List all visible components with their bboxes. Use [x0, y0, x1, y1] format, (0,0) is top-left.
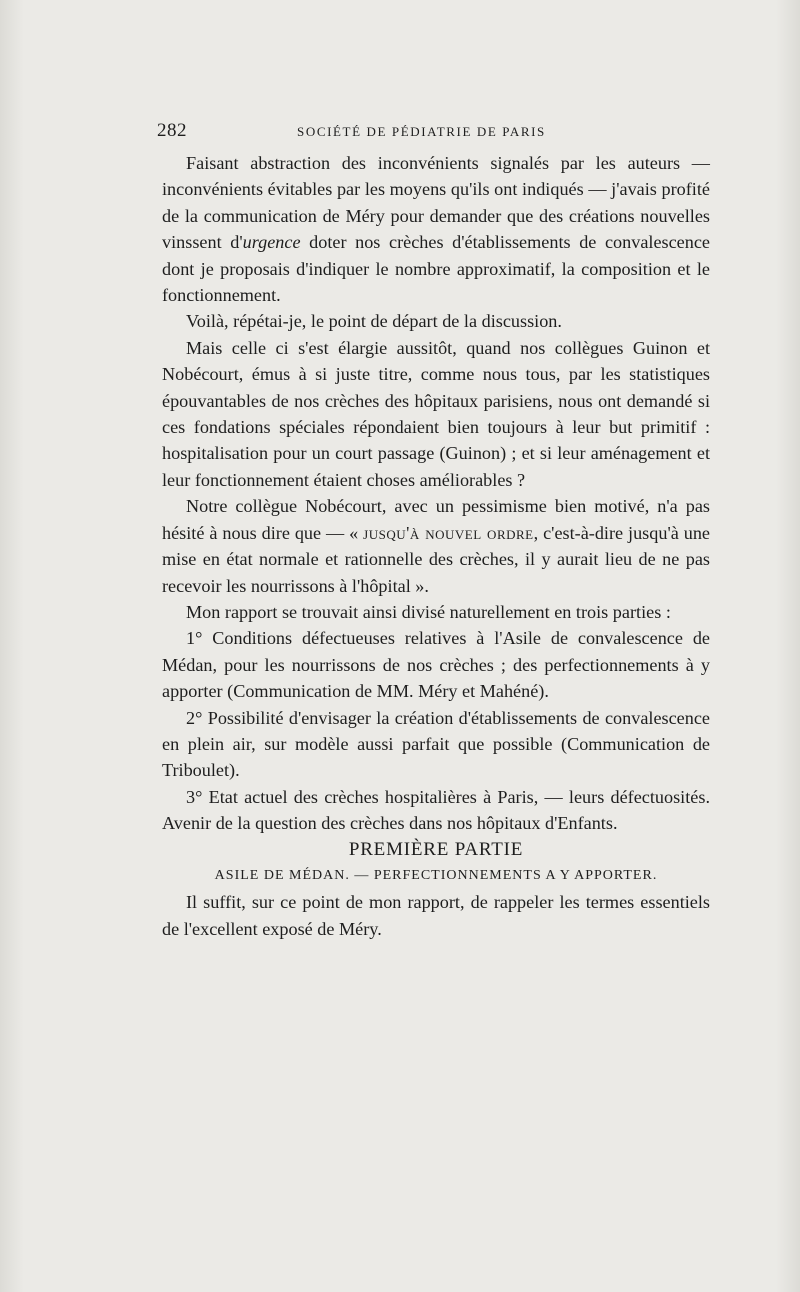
page-number: 282	[157, 120, 187, 141]
paragraph-1: Faisant abstraction des inconvénients signalés par les auteurs — inconvénients évitables par les moyens qu'ils ont indiqués — j'avais profité de la communication de Méry pour demander que des créations nouvelles vinssent d'urgence doter nos crèches d'établissements de convalescence dont je proposais d'indiquer le nombre approximatif, la composition et le fonctionnement.	[162, 153, 710, 306]
list-item-2: 2° Possibilité d'envisager la création d'établissements de convalescence en plein air, sur modèle aussi parfait que possible (Communication de Triboulet).	[162, 707, 710, 781]
paragraph-2: Voilà, répétai-je, le point de départ de la discussion.	[186, 311, 562, 332]
paragraph-3: Mais celle ci s'est élargie aussitôt, quand nos collègues Guinon et Nobécourt, émus à si juste titre, comme nous tous, par les statistiques épouvantables de nos crèches des hôpitaux parisiens, nous ont demandé si ces fondations spéciales répondaient bien toujours à leur but primitif : hospitalisation pour un court passage (Guinon) ; et si leur aménagement et leur fonctionnement étaient choses améliorables ?	[162, 337, 710, 490]
small-caps-quote: jusqu'à nouvel ordre	[363, 522, 534, 543]
emphasis-urgence: urgence	[242, 232, 301, 253]
closing-paragraph: Il suffit, sur ce point de mon rapport, de rappeler les termes essentiels de l'excellent exposé de Méry.	[162, 892, 710, 939]
list-item-3: 3° Etat actuel des crèches hospitalières à Paris, — leurs défectuosités. Avenir de la question des crèches dans nos hôpitaux d'Enfants.	[162, 786, 710, 834]
page-header	[157, 120, 710, 144]
section-title: PREMIÈRE PARTIE	[348, 838, 524, 860]
paragraph-5: Mon rapport se trouvait ainsi divisé naturellement en trois parties :	[186, 601, 671, 622]
paragraph-4: Notre collègue Nobécourt, avec un pessimisme bien motivé, n'a pas hésité à nous dire que — « jusqu'à nouvel ordre, c'est-à-dire jusqu'à une mise en état normale et rationnelle des crèches, il y aurait lieu de ne pas recevoir les nourrissons à l'hôpital ».	[162, 496, 710, 596]
list-item-1: 1° Conditions défectueuses relatives à l'Asile de convalescence de Médan, pour les nourrissons de nos crèches ; des perfectionnements à y apporter (Communication de MM. Méry et Mahéné).	[162, 628, 710, 702]
body-text	[162, 150, 710, 942]
section-subtitle: ASILE DE MÉDAN. — PERFECTIONNEMENTS A Y APPORTER.	[214, 867, 658, 883]
running-head: SOCIÉTÉ DE PÉDIATRIE DE PARIS	[297, 124, 546, 139]
